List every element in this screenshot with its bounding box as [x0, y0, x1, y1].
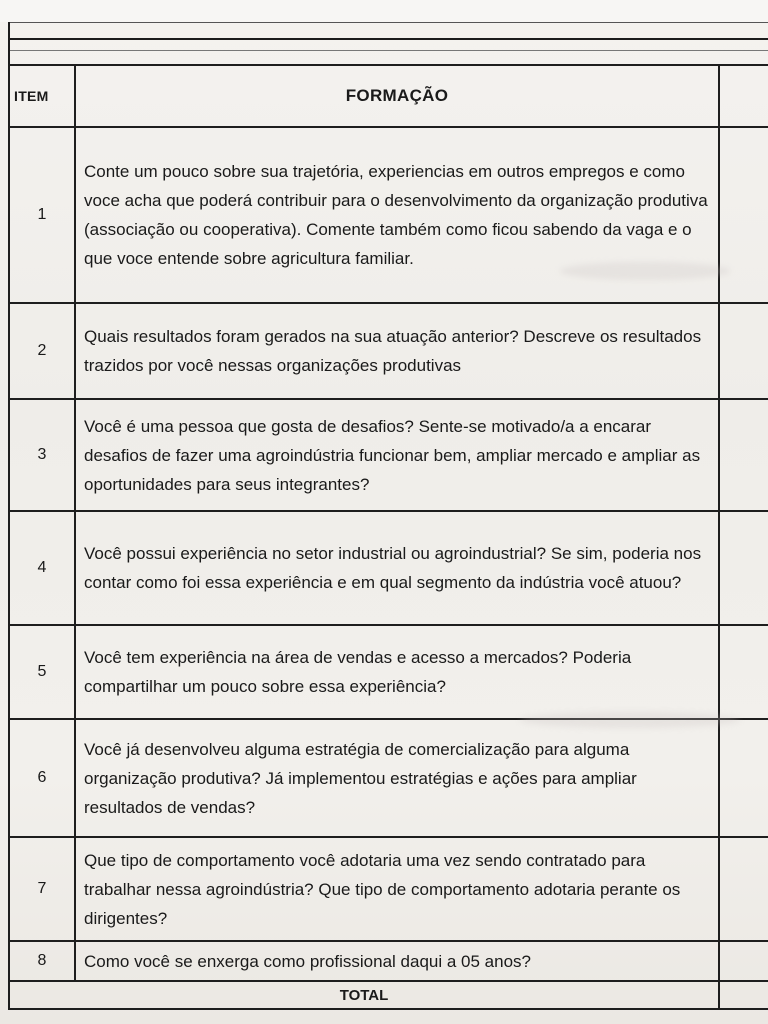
score-cell — [719, 941, 768, 981]
page-top-edge — [0, 0, 768, 22]
top-rule-3 — [8, 50, 768, 51]
question-text: Quais resultados foram gerados na sua atuação anterior? Descreve os resultados trazidos por você nessas organizações produtivas — [75, 303, 719, 399]
score-column-header — [719, 65, 768, 127]
item-number: 6 — [9, 719, 75, 837]
table-header-row — [9, 65, 768, 127]
table-row — [9, 941, 768, 981]
top-rule-2 — [8, 38, 768, 40]
total-label: TOTAL — [9, 981, 719, 1009]
item-number: 1 — [9, 127, 75, 303]
question-text: Você tem experiência na área de vendas e acesso a mercados? Poderia compartilhar um pouco sobre essa experiência? — [75, 625, 719, 719]
table-row — [9, 511, 768, 625]
table-row — [9, 399, 768, 511]
formacao-column-header: FORMAÇÃO — [75, 65, 719, 127]
item-number: 5 — [9, 625, 75, 719]
table-row — [9, 303, 768, 399]
top-left-border — [8, 22, 10, 66]
interview-questions-table — [8, 64, 768, 1010]
question-text: Você já desenvolveu alguma estratégia de comercialização para alguma organização produtiva? Já implementou estratégias e ações para ampliar resultados de vendas? — [75, 719, 719, 837]
item-number: 3 — [9, 399, 75, 511]
item-number: 2 — [9, 303, 75, 399]
item-number: 8 — [9, 941, 75, 981]
item-column-header: ITEM — [9, 65, 75, 127]
score-cell — [719, 127, 768, 303]
table-row — [9, 837, 768, 941]
total-score-cell — [719, 981, 768, 1009]
table-row — [9, 719, 768, 837]
top-rule-1 — [8, 22, 768, 23]
score-cell — [719, 303, 768, 399]
question-text: Que tipo de comportamento você adotaria uma vez sendo contratado para trabalhar nessa agroindústria? Que tipo de comportamento adotaria perante os dirigentes? — [75, 837, 719, 941]
item-number: 4 — [9, 511, 75, 625]
score-cell — [719, 511, 768, 625]
score-cell — [719, 625, 768, 719]
item-number: 7 — [9, 837, 75, 941]
question-text: Conte um pouco sobre sua trajetória, experiencias em outros empregos e como voce acha que poderá contribuir para o desenvolvimento da organização produtiva (associação ou cooperativa). Comente também como ficou sabendo da vaga e o que voce entende sobre agricultura familiar. — [75, 127, 719, 303]
total-row — [9, 981, 768, 1009]
score-cell — [719, 399, 768, 511]
question-text: Você é uma pessoa que gosta de desafios? Sente-se motivado/a a encarar desafios de fazer uma agroindústria funcionar bem, ampliar mercado e ampliar as oportunidades para seus integrantes? — [75, 399, 719, 511]
table-row — [9, 625, 768, 719]
question-text: Você possui experiência no setor industrial ou agroindustrial? Se sim, poderia nos contar como foi essa experiência e em qual segmento da indústria você atuou? — [75, 511, 719, 625]
score-cell — [719, 837, 768, 941]
table-row — [9, 127, 768, 303]
question-text: Como você se enxerga como profissional daqui a 05 anos? — [75, 941, 719, 981]
score-cell — [719, 719, 768, 837]
